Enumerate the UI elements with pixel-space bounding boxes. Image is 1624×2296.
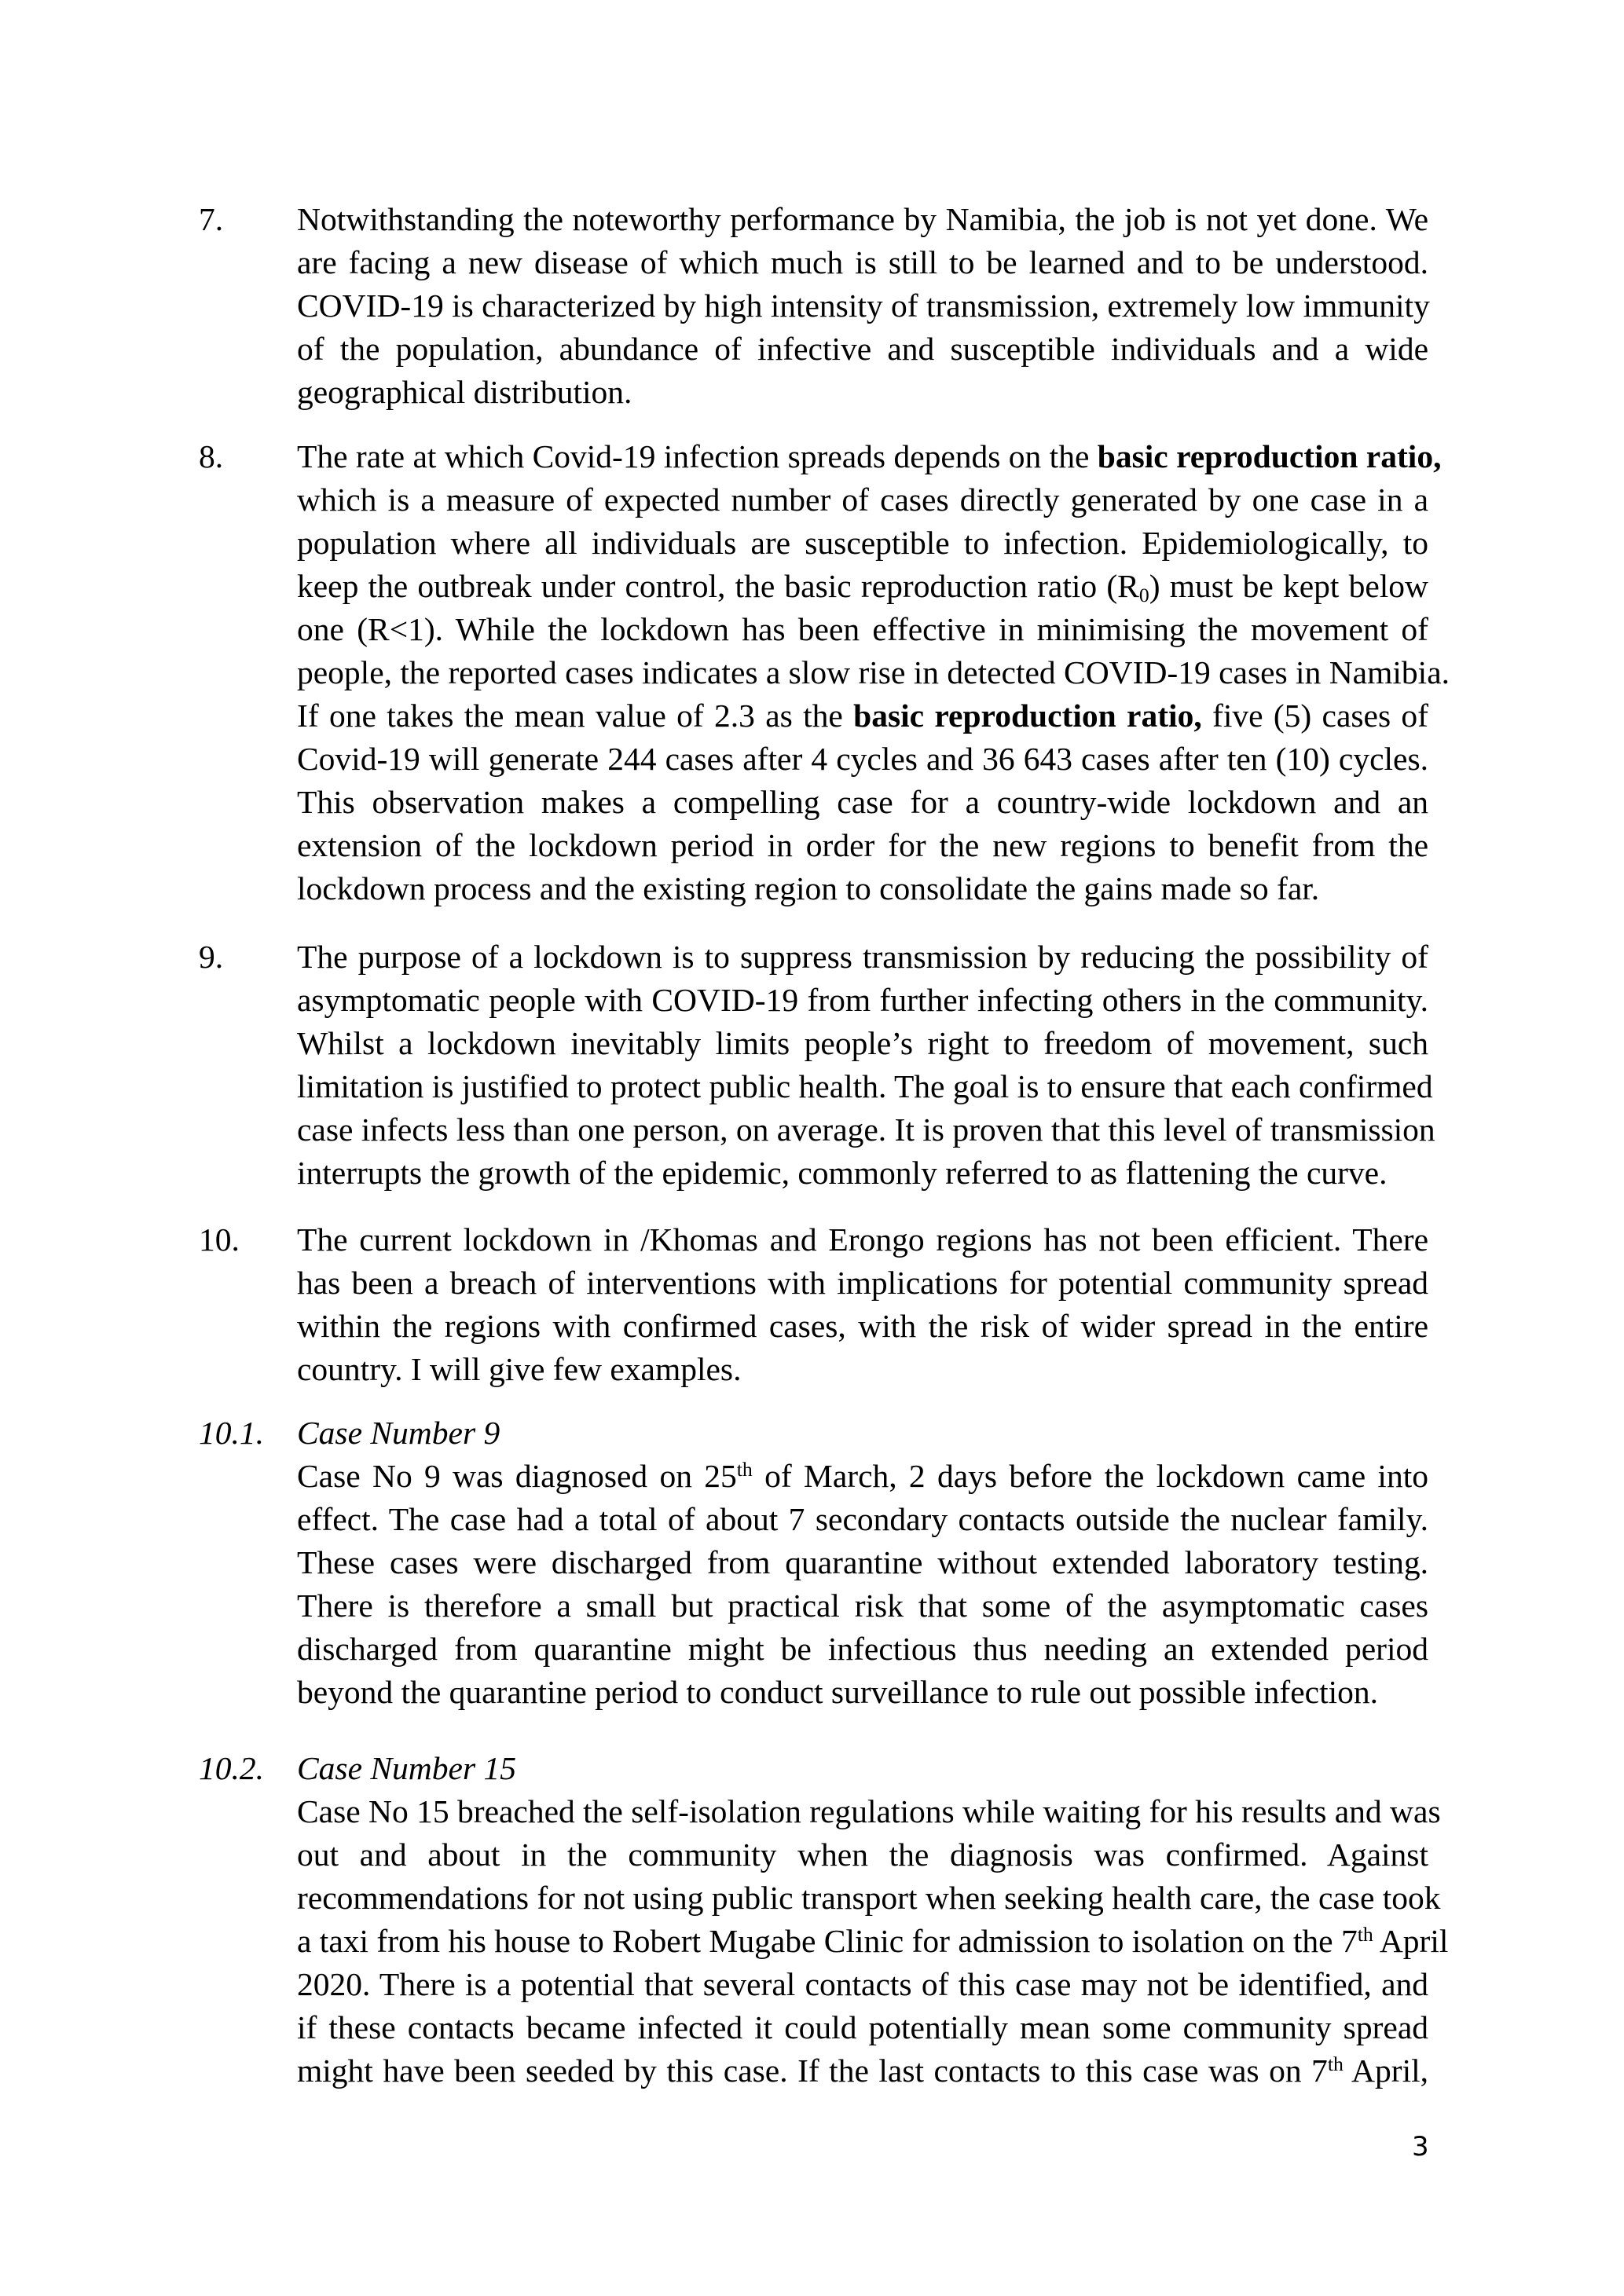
paragraph-7-line: are facing a new disease of which much is still to be learned and to be understood. bbox=[297, 244, 1428, 280]
case-15-line: if these contacts became infected it could potentially mean some community spread bbox=[297, 2009, 1428, 2045]
paragraph-9-line: asymptomatic people with COVID-19 from further infecting others in the community. bbox=[297, 982, 1428, 1018]
paragraph-8-line: The rate at which Covid-19 infection spreads depends on the basic reproduction ratio, bbox=[297, 438, 1442, 474]
paragraph-9-line: limitation is justified to protect public health. The goal is to ensure that each confirmed bbox=[297, 1068, 1433, 1104]
bold-term: basic reproduction ratio, bbox=[853, 698, 1202, 734]
case-15-line: might have been seeded by this case. If the last contacts to this case was on 7th April, bbox=[297, 2052, 1428, 2089]
subsection-number: 10.1. bbox=[199, 1415, 264, 1451]
paragraph-8-line: population where all individuals are susceptible to infection. Epidemiologically, to bbox=[297, 525, 1428, 561]
case-15-line: a taxi from his house to Robert Mugabe Clinic for admission to isolation on the 7th April bbox=[297, 1922, 1449, 1959]
paragraph-8-line: one (R<1). While the lockdown has been effective in minimising the movement of bbox=[297, 611, 1428, 647]
superscript: th bbox=[1357, 1922, 1373, 1946]
subsection-number: 10.2. bbox=[199, 1750, 264, 1786]
case-9-line: Case No 9 was diagnosed on 25th of March, 2 days before the lockdown came into bbox=[297, 1457, 1428, 1494]
paragraph-8-line: which is a measure of expected number of cases directly generated by one case in a bbox=[297, 482, 1428, 518]
paragraph-9-line: Whilst a lockdown inevitably limits people’s right to freedom of movement, such bbox=[297, 1025, 1428, 1061]
paragraph-number: 7. bbox=[199, 201, 224, 237]
paragraph-8-line: people, the reported cases indicates a slow rise in detected COVID-19 cases in Namibia. bbox=[297, 654, 1450, 690]
paragraph-10-line: The current lockdown in /Khomas and Erongo regions has not been efficient. There bbox=[297, 1221, 1428, 1258]
paragraph-7-line: COVID-19 is characterized by high intensity of transmission, extremely low immunity bbox=[297, 287, 1430, 324]
case-9-line: beyond the quarantine period to conduct surveillance to rule out possible infection. bbox=[297, 1674, 1379, 1710]
paragraph-number: 10. bbox=[199, 1221, 240, 1258]
paragraph-number: 8. bbox=[199, 438, 224, 474]
case-15-line: 2020. There is a potential that several contacts of this case may not be identified, and bbox=[297, 1966, 1428, 2002]
subsection-heading: Case Number 15 bbox=[297, 1750, 516, 1786]
paragraph-8-line: extension of the lockdown period in order for the new regions to benefit from the bbox=[297, 827, 1428, 863]
paragraph-number: 9. bbox=[199, 939, 224, 975]
bold-term: basic reproduction ratio, bbox=[1097, 438, 1442, 474]
paragraph-10-line: has been a breach of interventions with implications for potential community spread bbox=[297, 1265, 1428, 1301]
case-9-line: These cases were discharged from quarantine without extended laboratory testing. bbox=[297, 1544, 1428, 1580]
paragraph-10-line: within the regions with confirmed cases, with the risk of wider spread in the entire bbox=[297, 1308, 1428, 1344]
subscript: 0 bbox=[1138, 584, 1149, 607]
paragraph-8-line: Covid-19 will generate 244 cases after 4 cycles and 36 643 cases after ten (10) cycles. bbox=[297, 741, 1428, 777]
paragraph-7-line: Notwithstanding the noteworthy performance by Namibia, the job is not yet done. We bbox=[297, 201, 1428, 237]
case-9-line: discharged from quarantine might be infectious thus needing an extended period bbox=[297, 1631, 1428, 1667]
paragraph-8-line: keep the outbreak under control, the basic reproduction ratio $(R_0)$ must be kept below bbox=[297, 568, 1428, 607]
paragraph-7-line: of the population, abundance of infective and susceptible individuals and a wide bbox=[297, 331, 1428, 367]
paragraph-8-line: This observation makes a compelling case for a country-wide lockdown and an bbox=[297, 784, 1428, 820]
page-number: 3 bbox=[1412, 2131, 1429, 2162]
paragraph-7-line: geographical distribution. bbox=[297, 374, 632, 410]
paragraph-10-line: country. I will give few examples. bbox=[297, 1351, 742, 1387]
paragraph-8-line: lockdown process and the existing region to consolidate the gains made so far. bbox=[297, 870, 1320, 906]
case-9-line: effect. The case had a total of about 7 secondary contacts outside the nuclear family. bbox=[297, 1501, 1428, 1537]
superscript: th bbox=[1327, 2052, 1344, 2075]
case-9-line: There is therefore a small but practical risk that some of the asymptomatic cases bbox=[297, 1587, 1428, 1624]
case-15-line: recommendations for not using public transport when seeking health care, the case took bbox=[297, 1880, 1441, 1916]
case-15-line: out and about in the community when the diagnosis was confirmed. Against bbox=[297, 1836, 1428, 1873]
paragraph-8-line: If one takes the mean value of 2.3 as the basic reproduction ratio, five (5) cases of bbox=[297, 698, 1428, 734]
paragraph-9-line: case infects less than one person, on average. It is proven that this level of transmission bbox=[297, 1111, 1435, 1148]
case-15-line: Case No 15 breached the self-isolation regulations while waiting for his results and was bbox=[297, 1793, 1441, 1829]
superscript: th bbox=[736, 1457, 753, 1481]
paragraph-9-line: interrupts the growth of the epidemic, commonly referred to as flattening the curve. bbox=[297, 1155, 1388, 1191]
subsection-heading: Case Number 9 bbox=[297, 1415, 500, 1451]
paragraph-9-line: The purpose of a lockdown is to suppress transmission by reducing the possibility of bbox=[297, 939, 1428, 975]
